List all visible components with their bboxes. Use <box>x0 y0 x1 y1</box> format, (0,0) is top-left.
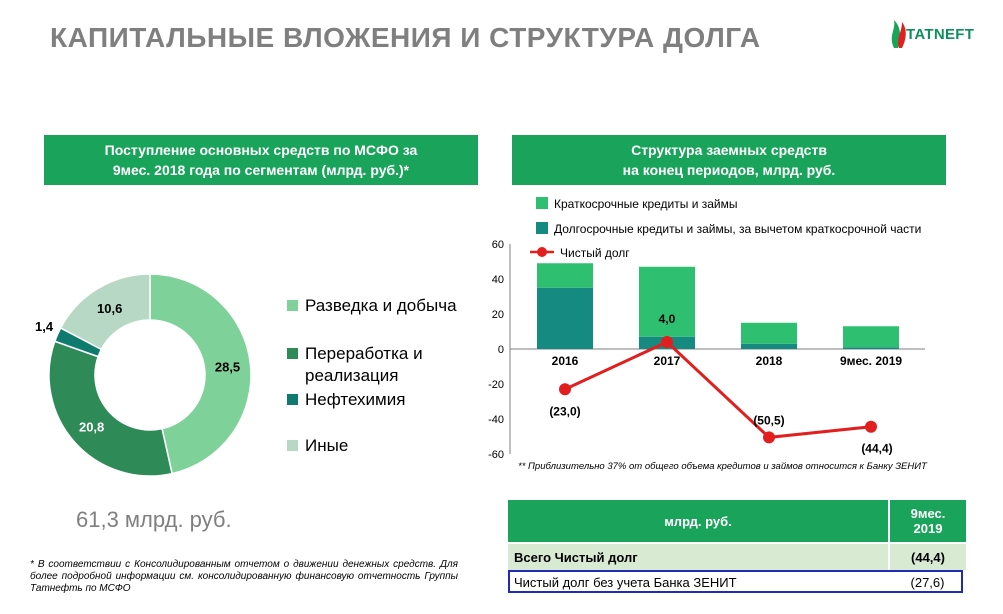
donut-slice-label: 1,4 <box>35 319 54 334</box>
legend-swatch <box>287 300 298 311</box>
table-row-label: Всего Чистый долг <box>508 543 889 570</box>
table-header-period <box>889 500 966 543</box>
legend-swatch <box>536 197 548 209</box>
bar-short-term <box>537 263 593 288</box>
legend-label: Нефтехимия <box>305 390 406 409</box>
debt-structure-chart <box>470 188 990 460</box>
donut-slice-label: 10,6 <box>97 301 123 317</box>
capex-donut-chart <box>35 260 270 490</box>
legend-label: Долгосрочные кредиты и займы, за вычетом краткосрочной части <box>554 222 922 236</box>
debt-header-line: на конец периодов, млрд. руб. <box>622 162 836 178</box>
donut-slice-label: 28,5 <box>214 359 241 375</box>
legend-swatch <box>536 222 548 234</box>
logo-text: TATNEFT <box>906 26 975 43</box>
bar-short-term <box>843 326 899 347</box>
donut-slice-label: 20,8 <box>78 419 105 435</box>
table-row-value: (27,6) <box>910 574 945 590</box>
legend-label: Краткосрочные кредиты и займы <box>554 197 738 211</box>
legend-label: Иные <box>305 436 349 455</box>
legend-label: реализация <box>305 366 399 385</box>
bar-short-term <box>639 267 695 337</box>
debt-header <box>512 135 946 185</box>
legend-swatch <box>287 440 298 451</box>
net-debt-point <box>763 431 775 443</box>
capex-header-line: Поступление основных средств по МСФО за <box>104 142 418 158</box>
y-tick-label: 60 <box>491 239 504 251</box>
page-title: КАПИТАЛЬНЫЕ ВЛОЖЕНИЯ И СТРУКТУРА ДОЛГА <box>50 22 761 53</box>
table-row <box>508 543 966 570</box>
y-tick-label: 0 <box>497 344 504 356</box>
y-tick-label: -20 <box>488 379 504 391</box>
y-tick-label: 40 <box>491 274 504 286</box>
y-tick-label: 20 <box>491 309 504 321</box>
x-tick-label: 2016 <box>551 354 579 368</box>
capex-total: 61,3 млрд. руб. <box>76 507 232 532</box>
net-debt-label: (50,5) <box>753 413 785 428</box>
capex-footnote: * В соответствии с Консолидированным отчетом о движении денежных средств. Для более подробной информации см. консолидированную финансовую отчетность Группы Татнефть по МСФО <box>30 559 458 594</box>
table-row-value: (44,4) <box>889 543 966 570</box>
legend-label: Разведка и добыча <box>305 296 457 315</box>
x-tick-label: 2017 <box>653 354 681 368</box>
net-debt-label: (23,0) <box>549 404 581 419</box>
bar-long-term <box>537 288 593 349</box>
bar-short-term <box>741 323 797 344</box>
x-tick-label: 9мес. 2019 <box>839 354 903 368</box>
table-row-label: Чистый долг без учета Банка ЗЕНИТ <box>514 574 737 590</box>
capex-header <box>44 135 478 185</box>
legend-label: Чистый долг <box>560 246 630 260</box>
table-header-label: млрд. руб. <box>508 500 889 543</box>
legend-swatch <box>287 348 298 359</box>
debt-footnote: ** Приблизительно 37% от общего объема кредитов и займов относится к Банку ЗЕНИТ <box>518 461 927 472</box>
capex-header-line: 9мес. 2018 года по сегментам (млрд. руб.)* <box>112 162 410 178</box>
legend-swatch <box>287 394 298 405</box>
bar-long-term <box>741 344 797 349</box>
net-debt-label: 4,0 <box>658 312 676 326</box>
table-header-period-line: 9мес. <box>910 506 946 521</box>
net-debt-label: (44,4) <box>861 441 893 456</box>
table-header-row <box>508 500 966 543</box>
debt-header-line: Структура заемных средств <box>631 142 827 158</box>
bar-long-term <box>843 347 899 349</box>
legend-label: Переработка и <box>305 344 423 363</box>
table-header-period-line: 2019 <box>913 521 943 536</box>
x-tick-label: 2018 <box>755 354 783 368</box>
legend-marker <box>537 247 547 257</box>
net-debt-point <box>865 421 877 433</box>
donut-slice <box>49 341 172 476</box>
net-debt-point <box>661 336 673 348</box>
net-debt-line <box>565 342 871 437</box>
net-debt-point <box>559 383 571 395</box>
zenit-highlight-box <box>508 570 963 593</box>
y-tick-label: -60 <box>488 449 504 461</box>
y-tick-label: -40 <box>488 414 504 426</box>
